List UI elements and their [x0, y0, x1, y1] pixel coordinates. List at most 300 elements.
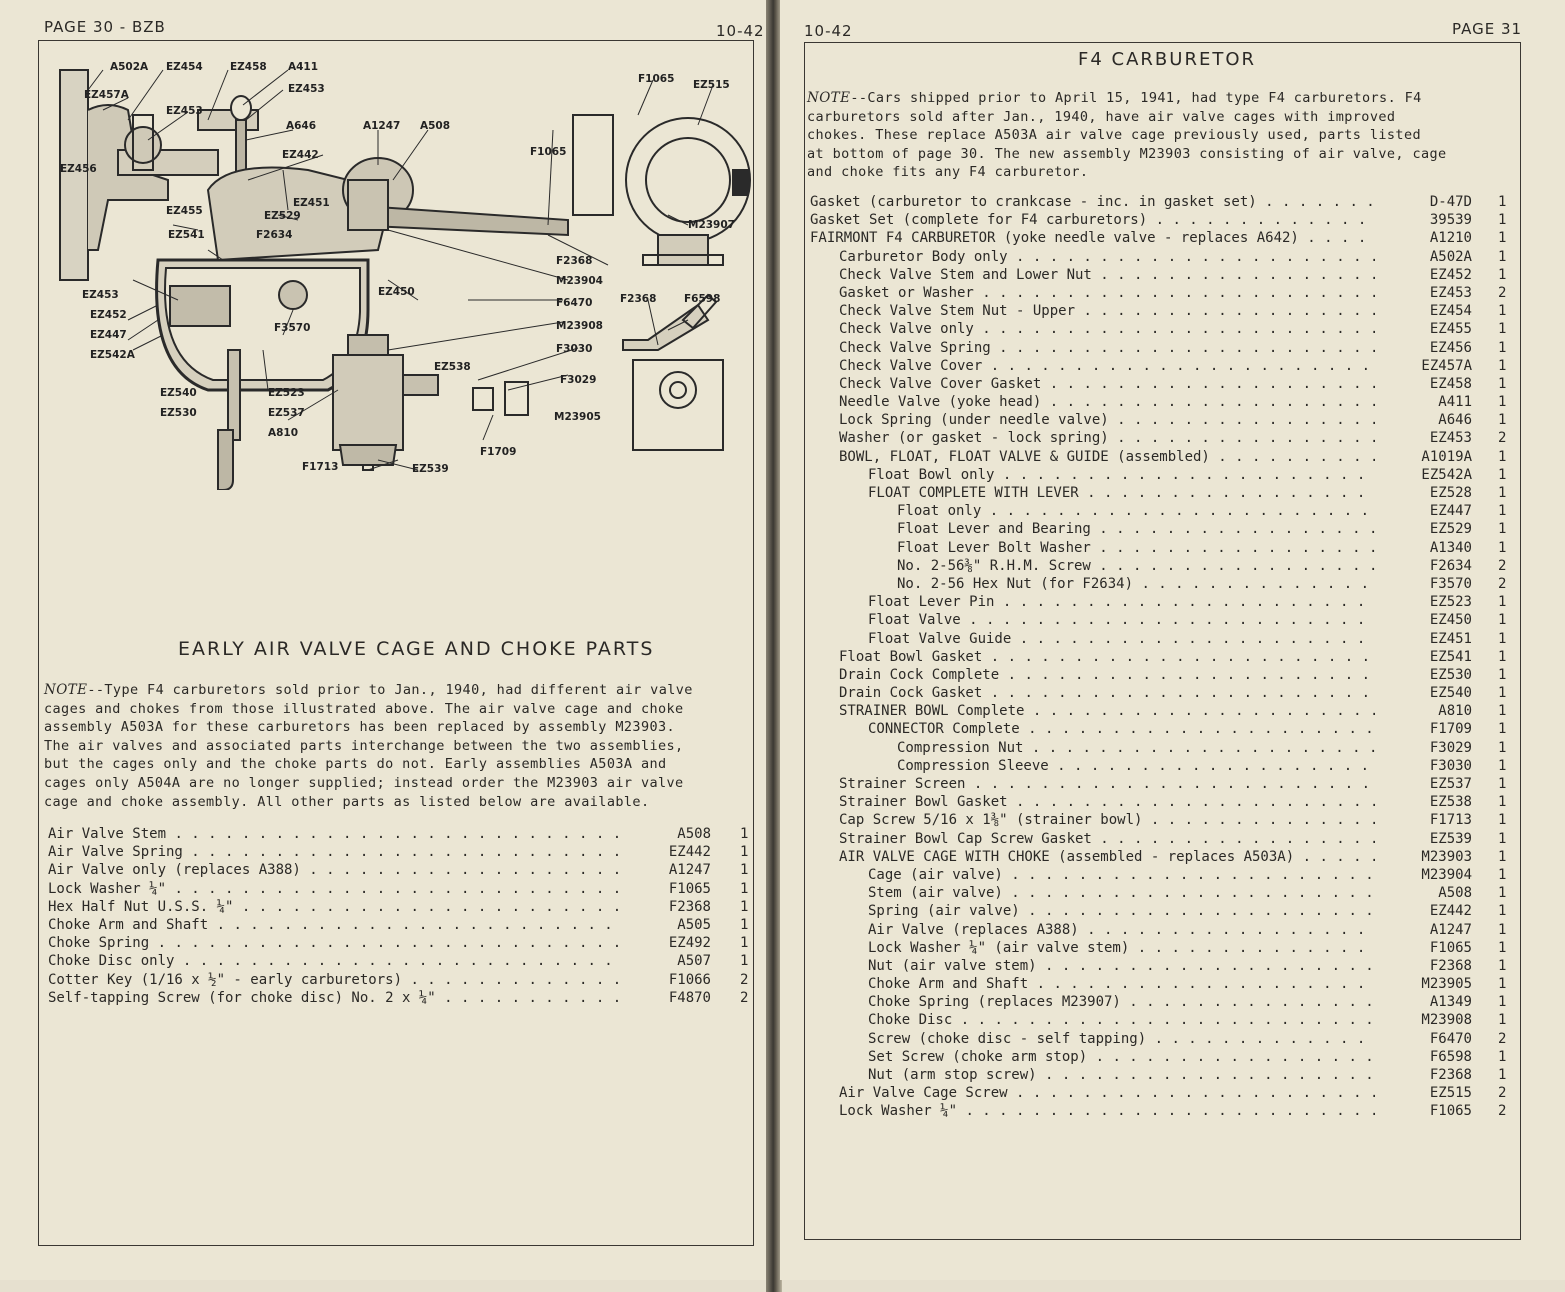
part-description: Drain Cock Gasket . . .: [839, 685, 1375, 701]
diagram-label-ez442: EZ442: [282, 149, 319, 161]
part-quantity: 1: [1498, 412, 1507, 429]
part-number: EZ528: [1429, 485, 1472, 501]
part-number: M23905: [1421, 976, 1472, 993]
parts-row: [48, 826, 753, 844]
part-number: EZ492: [668, 935, 711, 952]
part-description: Strainer Bowl Gasket . . .: [839, 794, 1375, 810]
diagram-label-ez523: EZ523: [268, 387, 305, 399]
part-description: Cap Screw 5/16 x 1⅜" (strainer bowl) . . .: [839, 812, 1375, 828]
note-line: NOTE--Cars shipped prior to April 15, 1941, had type F4 carburetors. F4: [807, 90, 1422, 106]
diagram-label-m23908: M23908: [556, 320, 603, 332]
parts-row: [810, 449, 1515, 467]
diagram-label-ez447: EZ447: [90, 329, 127, 341]
parts-row: [810, 721, 1515, 739]
early-parts-list: [48, 826, 753, 1008]
part-quantity: 1: [1498, 539, 1507, 556]
parts-row: [810, 430, 1515, 448]
diagram-label-ez515: EZ515: [693, 79, 730, 91]
part-quantity: 1: [1498, 375, 1507, 392]
part-quantity: 1: [1498, 921, 1507, 938]
diagram-label-f6470: F6470: [556, 297, 593, 309]
parts-row: [810, 267, 1515, 285]
note-line: NOTE--Type F4 carburetors sold prior to Jan., 1940, had different air valve: [44, 682, 693, 698]
parts-row: [810, 394, 1515, 412]
part-description: AIR VALVE CAGE WITH CHOKE (assembled - replaces A503A) . . .: [839, 849, 1375, 865]
part-number: EZ453: [1429, 430, 1472, 447]
part-number: A1210: [1429, 230, 1472, 247]
parts-row: [810, 649, 1515, 667]
part-quantity: 1: [1498, 830, 1507, 847]
part-quantity: 1: [1498, 866, 1507, 883]
part-quantity: 1: [740, 935, 749, 952]
diagram-label-ez539: EZ539: [412, 463, 449, 475]
carburetor-drawing: [60, 70, 750, 490]
parts-row: [810, 1085, 1515, 1103]
part-description: BOWL, FLOAT, FLOAT VALVE & GUIDE (assembled) . . .: [839, 449, 1375, 465]
part-quantity: 2: [740, 989, 749, 1006]
part-description: No. 2-56 Hex Nut (for F2634) . . .: [897, 576, 1375, 592]
parts-row: [810, 303, 1515, 321]
part-description: Choke Arm and Shaft . . .: [868, 976, 1375, 992]
part-quantity: 1: [1498, 248, 1507, 265]
part-quantity: 1: [1498, 757, 1507, 774]
part-description: Self-tapping Screw (for choke disc) No. 2 x ¼" . . .: [48, 990, 618, 1006]
parts-row: [810, 576, 1515, 594]
diagram-label-ez529: EZ529: [264, 210, 301, 222]
part-number: EZ453: [1429, 284, 1472, 301]
parts-row: [810, 976, 1515, 994]
part-description: Spring (air valve) . . .: [868, 903, 1375, 919]
diagram-label-a810: A810: [268, 427, 299, 439]
part-description: Check Valve Spring . . .: [839, 340, 1375, 356]
left-page-date: 10-42: [716, 22, 765, 40]
parts-row: [810, 922, 1515, 940]
parts-row: [48, 917, 753, 935]
parts-row: [810, 1012, 1515, 1030]
part-number: EZ542A: [1421, 466, 1472, 483]
part-description: Choke Disc only . . .: [48, 953, 618, 969]
diagram-label-a502a: A502A: [110, 61, 149, 73]
part-description: Check Valve Stem and Lower Nut . . .: [839, 267, 1375, 283]
part-number: EZ442: [1429, 903, 1472, 920]
parts-row: [810, 903, 1515, 921]
diagram-label-ez453-top: EZ453: [288, 83, 325, 95]
part-description: Nut (air valve stem) . . .: [868, 958, 1375, 974]
part-quantity: 1: [1498, 485, 1507, 501]
part-number: F3029: [1429, 739, 1472, 756]
note-label: NOTE: [44, 682, 88, 698]
part-description: Float Lever Pin . . .: [868, 594, 1375, 610]
parts-row: [810, 358, 1515, 376]
part-description: Choke Spring . . .: [48, 935, 618, 951]
note-line: chokes. These replace A503A air valve cage previously used, parts listed: [807, 127, 1421, 144]
right-page-date: 10-42: [804, 22, 853, 40]
diagram-label-ez538: EZ538: [434, 361, 471, 373]
part-description: Cotter Key (1/16 x ½" - early carburetors) . . .: [48, 972, 618, 988]
diagram-label-f1713: F1713: [302, 461, 339, 473]
part-description: Nut (arm stop screw) . . .: [868, 1067, 1375, 1083]
parts-row: [48, 953, 753, 971]
diagram-label-f2634: F2634: [256, 229, 293, 241]
diagram-label-ez541: EZ541: [168, 229, 205, 241]
part-number: F2368: [1429, 957, 1472, 974]
part-description: STRAINER BOWL Complete . . .: [839, 703, 1375, 719]
part-quantity: 1: [1498, 976, 1507, 993]
part-description: Stem (air valve) . . .: [868, 885, 1375, 901]
part-quantity: 1: [1498, 357, 1507, 374]
part-number: F1065: [668, 880, 711, 897]
parts-row: [810, 849, 1515, 867]
diagram-label-ez540: EZ540: [160, 387, 197, 399]
note-line: carburetors sold after Jan., 1940, have air valve cages with improved: [807, 108, 1396, 125]
part-quantity: 1: [1498, 594, 1507, 611]
part-quantity: 1: [1498, 612, 1507, 629]
part-number: F6598: [1429, 1048, 1472, 1065]
part-description: Gasket or Washer . . .: [839, 285, 1375, 301]
part-number: A508: [1438, 885, 1472, 902]
part-quantity: 1: [1498, 885, 1507, 902]
early-parts-note: [44, 681, 754, 811]
part-description: Gasket (carburetor to crankcase - inc. in gasket set) . . .: [810, 194, 1375, 210]
part-quantity: 1: [740, 862, 749, 879]
part-quantity: 1: [1498, 448, 1507, 465]
parts-row: [810, 703, 1515, 721]
part-description: Float Bowl Gasket . . .: [839, 649, 1375, 665]
part-number: EZ450: [1429, 612, 1472, 629]
part-number: EZ455: [1429, 321, 1472, 338]
parts-row: [810, 958, 1515, 976]
diagram-label-ez458: EZ458: [230, 61, 267, 73]
part-description: Lock Washer ¼" . . .: [48, 881, 618, 897]
part-quantity: 1: [1498, 685, 1507, 702]
note-line: assembly A503A for these carburetors has been replaced by assembly M23903.: [44, 719, 676, 736]
part-quantity: 2: [1498, 557, 1507, 574]
part-quantity: 1: [1498, 503, 1507, 520]
part-quantity: 1: [1498, 812, 1507, 829]
f4-carburetor-note: [807, 89, 1517, 182]
part-number: F4870: [668, 989, 711, 1006]
part-description: Gasket Set (complete for F4 carburetors) . . .: [810, 212, 1375, 228]
part-description: Float only . . .: [897, 503, 1375, 519]
part-number: F6470: [1429, 1030, 1472, 1047]
part-quantity: 1: [740, 880, 749, 897]
part-quantity: 1: [1498, 230, 1507, 247]
part-quantity: 1: [1498, 939, 1507, 956]
part-description: Air Valve (replaces A388) . . .: [868, 922, 1375, 938]
part-description: Air Valve Spring . . .: [48, 844, 618, 860]
parts-row: [810, 249, 1515, 267]
part-number: A508: [677, 826, 711, 842]
diagram-label-m23907: M23907: [688, 219, 735, 231]
part-quantity: 1: [1498, 321, 1507, 338]
part-quantity: 1: [1498, 776, 1507, 792]
part-quantity: 1: [740, 953, 749, 970]
diagram-label-a1247: A1247: [363, 120, 401, 132]
part-number: A502A: [1429, 248, 1472, 265]
part-description: Float Valve . . .: [868, 612, 1375, 628]
parts-row: [810, 831, 1515, 849]
part-number: D-47D: [1429, 194, 1472, 210]
part-description: Check Valve Cover Gasket . . .: [839, 376, 1375, 392]
left-page-header: PAGE 30 - BZB: [44, 18, 166, 36]
part-quantity: 1: [1498, 303, 1507, 320]
parts-row: [810, 503, 1515, 521]
part-number: F2368: [668, 898, 711, 915]
part-quantity: 1: [1498, 266, 1507, 283]
part-description: Set Screw (choke arm stop) . . .: [868, 1049, 1375, 1065]
parts-row: [810, 1103, 1515, 1121]
diagram-label-ez542a: EZ542A: [90, 349, 135, 361]
diagram-label-m23904: M23904: [556, 275, 603, 287]
parts-row: [48, 990, 753, 1008]
parts-row: [810, 340, 1515, 358]
part-description: Choke Disc . . .: [868, 1012, 1375, 1028]
part-quantity: 2: [1498, 1103, 1507, 1120]
part-number: A1247: [1429, 921, 1472, 938]
part-number: EZ452: [1429, 266, 1472, 283]
part-quantity: 1: [1498, 339, 1507, 356]
diagram-label-a646: A646: [286, 120, 317, 132]
part-description: Choke Spring (replaces M23907) . . .: [868, 994, 1375, 1010]
part-quantity: 1: [1498, 703, 1507, 720]
part-quantity: 1: [740, 826, 749, 842]
part-number: EZ515: [1429, 1085, 1472, 1102]
diagram-label-ez537: EZ537: [268, 407, 305, 419]
part-quantity: 1: [1498, 521, 1507, 538]
part-quantity: 2: [1498, 1030, 1507, 1047]
part-number: M23903: [1421, 848, 1472, 865]
part-description: Screw (choke disc - self tapping) . . .: [868, 1031, 1375, 1047]
parts-row: [48, 881, 753, 899]
part-description: Cage (air valve) . . .: [868, 867, 1375, 883]
part-number: A1019A: [1421, 448, 1472, 465]
parts-row: [48, 899, 753, 917]
part-number: EZ458: [1429, 375, 1472, 392]
part-description: Compression Sleeve . . .: [897, 758, 1375, 774]
diagram-label-ez454: EZ454: [166, 61, 203, 73]
parts-row: [810, 321, 1515, 339]
diagram-label-f6598: F6598: [684, 293, 721, 305]
part-quantity: 2: [1498, 1085, 1507, 1102]
part-quantity: 1: [1498, 994, 1507, 1011]
diagram-label-f2368-b: F2368: [620, 293, 657, 305]
note-label: NOTE: [807, 90, 851, 106]
part-description: Strainer Screen . . .: [839, 776, 1375, 792]
diagram-label-f1065-mid: F1065: [530, 146, 567, 158]
part-description: Carburetor Body only . . .: [839, 249, 1375, 265]
parts-row: [810, 1031, 1515, 1049]
diagram-label-ez451: EZ451: [293, 197, 330, 209]
part-description: Air Valve only (replaces A388) . . .: [48, 862, 618, 878]
part-quantity: 1: [1498, 848, 1507, 865]
part-description: Compression Nut . . .: [897, 740, 1375, 756]
part-quantity: 1: [740, 898, 749, 915]
note-line: cage and choke assembly. All other parts as listed below are available.: [44, 793, 650, 810]
diagram-label-f3030: F3030: [556, 343, 593, 355]
diagram-label-ez530: EZ530: [160, 407, 197, 419]
part-quantity: 1: [1498, 1067, 1507, 1083]
note-line: cages and chokes from those illustrated above. The air valve cage and choke: [44, 700, 684, 717]
part-quantity: 2: [1498, 430, 1507, 447]
part-number: EZ454: [1429, 303, 1472, 320]
part-quantity: 1: [740, 916, 749, 933]
right-page: [780, 0, 1565, 1280]
parts-row: [810, 230, 1515, 248]
part-number: F3030: [1429, 757, 1472, 774]
part-quantity: 1: [740, 844, 749, 861]
diagram-label-ez452: EZ452: [90, 309, 127, 321]
part-description: Check Valve Cover . . .: [839, 358, 1375, 374]
parts-row: [810, 376, 1515, 394]
part-number: A411: [1438, 394, 1472, 411]
carburetor-exploded-diagram: [48, 50, 760, 490]
part-quantity: 1: [1498, 666, 1507, 683]
parts-row: [810, 467, 1515, 485]
left-page: [0, 0, 768, 1280]
part-quantity: 1: [1498, 739, 1507, 756]
part-quantity: 2: [1498, 575, 1507, 592]
part-description: Air Valve Cage Screw . . .: [839, 1085, 1375, 1101]
part-number: EZ537: [1429, 776, 1472, 792]
part-number: EZ530: [1429, 666, 1472, 683]
parts-row: [810, 485, 1515, 503]
parts-row: [810, 1049, 1515, 1067]
part-description: CONNECTOR Complete . . .: [868, 721, 1375, 737]
part-quantity: 1: [1498, 1012, 1507, 1029]
diagram-label-ez457a: EZ457A: [84, 89, 129, 101]
parts-row: [48, 844, 753, 862]
parts-row: [810, 667, 1515, 685]
parts-row: [810, 212, 1515, 230]
note-line: at bottom of page 30. The new assembly M23903 consisting of air valve, cage: [807, 145, 1447, 162]
part-description: Check Valve Stem Nut - Upper . . .: [839, 303, 1375, 319]
parts-row: [810, 885, 1515, 903]
diagram-label-f3029: F3029: [560, 374, 597, 386]
part-number: F1709: [1429, 721, 1472, 738]
part-quantity: 1: [1498, 212, 1507, 229]
parts-row: [810, 994, 1515, 1012]
part-quantity: 1: [1498, 794, 1507, 811]
parts-row: [810, 740, 1515, 758]
parts-row: [810, 685, 1515, 703]
parts-row: [810, 612, 1515, 630]
part-description: Lock Washer ¼" (air valve stem) . . .: [868, 940, 1375, 956]
diagram-label-a508: A508: [420, 120, 451, 132]
diagram-label-ez455: EZ455: [166, 205, 203, 217]
parts-row: [810, 1067, 1515, 1085]
part-number: F1065: [1429, 939, 1472, 956]
part-description: FLOAT COMPLETE WITH LEVER . . .: [868, 485, 1375, 501]
part-number: EZ457A: [1421, 357, 1472, 374]
parts-row: [810, 940, 1515, 958]
part-number: EZ541: [1429, 648, 1472, 665]
part-number: A1247: [668, 862, 711, 879]
part-description: Air Valve Stem . . .: [48, 826, 618, 842]
part-number: EZ539: [1429, 830, 1472, 847]
part-number: EZ451: [1429, 630, 1472, 647]
parts-row: [810, 631, 1515, 649]
part-description: No. 2-56⅜" R.H.M. Screw . . .: [897, 558, 1375, 574]
note-line: but the cages only and the choke parts do not. Early assemblies A503A and: [44, 756, 667, 773]
part-quantity: 1: [1498, 630, 1507, 647]
diagram-label-ez456: EZ456: [60, 163, 97, 175]
part-description: Float Lever Bolt Washer . . .: [897, 540, 1375, 556]
part-number: A810: [1438, 703, 1472, 720]
parts-row: [810, 285, 1515, 303]
part-number: F1066: [668, 971, 711, 988]
note-line: The air valves and associated parts interchange between the two assemblies,: [44, 737, 684, 754]
part-description: Hex Half Nut U.S.S. ¼" . . .: [48, 899, 618, 915]
part-number: A505: [677, 916, 711, 933]
part-description: Lock Washer ¼" . . .: [839, 1103, 1375, 1119]
part-quantity: 1: [1498, 466, 1507, 483]
part-number: M23908: [1421, 1012, 1472, 1029]
parts-row: [810, 776, 1515, 794]
part-number: EZ523: [1429, 594, 1472, 611]
diagram-label-f1065-top: F1065: [638, 73, 675, 85]
part-quantity: 1: [1498, 721, 1507, 738]
part-quantity: 1: [1498, 903, 1507, 920]
part-description: Float Bowl only . . .: [868, 467, 1375, 483]
part-number: EZ529: [1429, 521, 1472, 538]
part-number: A507: [677, 953, 711, 970]
part-quantity: 1: [1498, 194, 1507, 210]
parts-row: [810, 812, 1515, 830]
part-number: F1065: [1429, 1103, 1472, 1120]
note-line: and choke fits any F4 carburetor.: [807, 164, 1089, 181]
part-description: Check Valve only . . .: [839, 321, 1375, 337]
part-number: F2634: [1429, 557, 1472, 574]
diagram-label-ez450: EZ450: [378, 286, 415, 298]
part-number: EZ442: [668, 844, 711, 861]
part-number: 39539: [1429, 212, 1472, 229]
diagram-label-f3570: F3570: [274, 322, 311, 334]
part-description: Float Valve Guide . . .: [868, 631, 1375, 647]
part-number: A1349: [1429, 994, 1472, 1011]
diagram-label-f1709: F1709: [480, 446, 517, 458]
diagram-label-m23905: M23905: [554, 411, 601, 423]
note-line: cages only A504A are no longer supplied; instead order the M23903 air valve: [44, 774, 684, 791]
parts-row: [810, 794, 1515, 812]
part-description: Lock Spring (under needle valve) . . .: [839, 412, 1375, 428]
part-number: EZ456: [1429, 339, 1472, 356]
parts-row: [48, 972, 753, 990]
part-number: M23904: [1421, 866, 1472, 883]
part-description: Choke Arm and Shaft . . .: [48, 917, 618, 933]
parts-row: [810, 758, 1515, 776]
part-quantity: 1: [1498, 957, 1507, 974]
part-number: EZ540: [1429, 685, 1472, 702]
f4-carburetor-parts-list: [810, 194, 1515, 1122]
parts-row: [810, 540, 1515, 558]
part-quantity: 1: [1498, 394, 1507, 411]
part-number: EZ447: [1429, 503, 1472, 520]
diagram-label-f2368-a: F2368: [556, 255, 593, 267]
part-quantity: 2: [1498, 284, 1507, 301]
parts-row: [810, 521, 1515, 539]
part-description: Float Lever and Bearing . . .: [897, 521, 1375, 537]
parts-row: [810, 867, 1515, 885]
parts-row: [810, 412, 1515, 430]
part-number: F3570: [1429, 575, 1472, 592]
parts-row: [810, 194, 1515, 212]
part-description: Washer (or gasket - lock spring) . . .: [839, 430, 1375, 446]
diagram-label-a411: A411: [288, 61, 319, 73]
parts-row: [48, 935, 753, 953]
part-number: F1713: [1429, 812, 1472, 829]
part-number: A646: [1438, 412, 1472, 429]
diagram-label-ez453-low: EZ453: [82, 289, 119, 301]
